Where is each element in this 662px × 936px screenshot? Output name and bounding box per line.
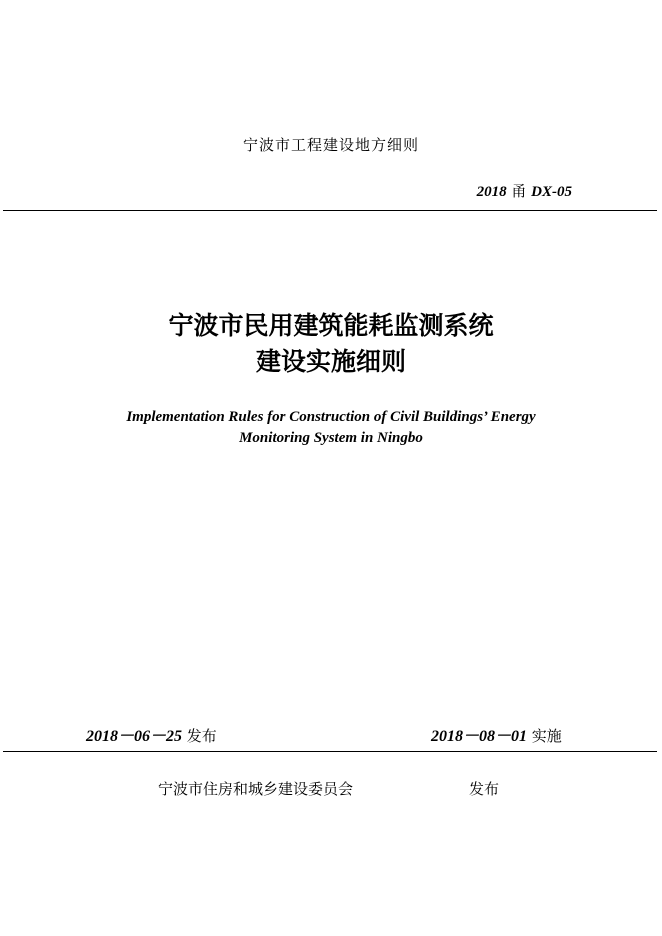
main-title-line-1: 宁波市民用建筑能耗监测系统 — [168, 311, 494, 340]
effective-date-block — [431, 723, 562, 746]
bottom-divider — [3, 751, 657, 752]
publish-label: 发布 — [469, 780, 500, 798]
code-id: DX-05 — [531, 184, 572, 200]
publisher-name: 宁波市住房和城乡建设委员会 — [158, 780, 354, 798]
main-title-line-2: 建设实施细则 — [255, 347, 406, 376]
code-prefix: 甬 — [511, 182, 527, 200]
series-title: 宁波市工程建设地方细则 — [242, 136, 419, 154]
issue-date-block — [86, 723, 217, 746]
effective-label: 实施 — [531, 727, 562, 745]
issue-label: 发布 — [186, 727, 217, 745]
english-title-line-1: Implementation Rules for Construction of Civil Buildings’ Energy — [126, 409, 536, 425]
document-code — [477, 180, 572, 201]
english-title-line-2: Monitoring System in Ningbo — [239, 430, 423, 446]
issue-date: 2018－06－25 — [86, 728, 183, 745]
top-divider — [3, 210, 657, 211]
code-year: 2018 — [476, 184, 507, 200]
effective-date: 2018－08－01 — [431, 728, 528, 745]
